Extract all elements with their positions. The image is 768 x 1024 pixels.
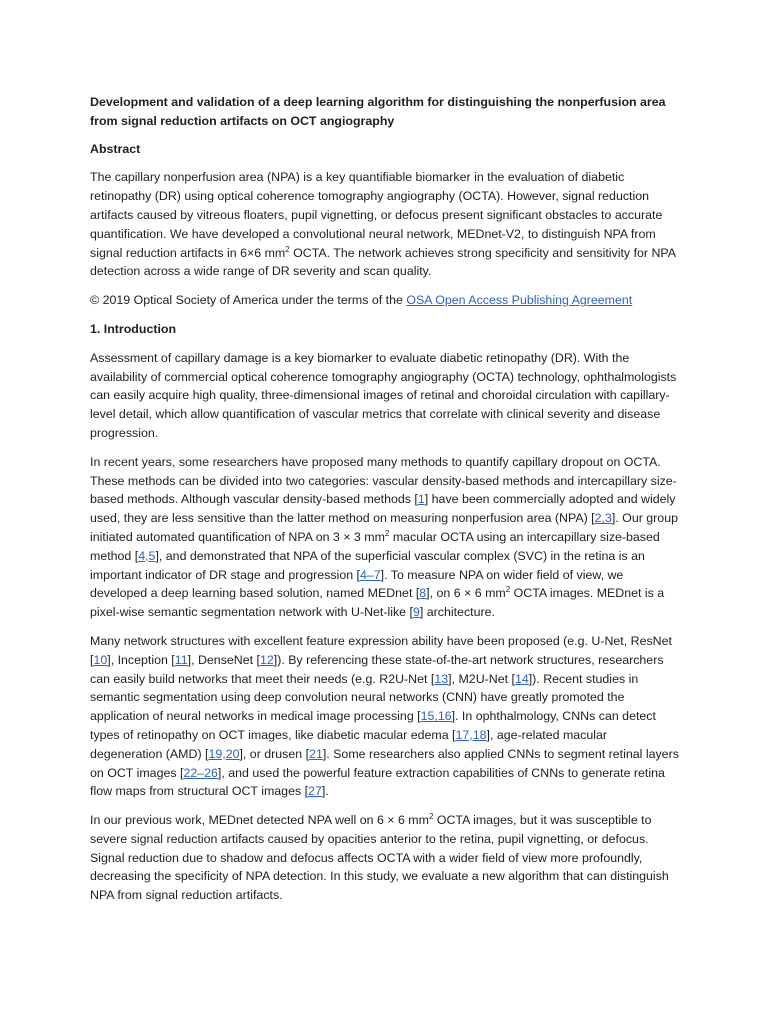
superscript: 2: [505, 585, 511, 595]
license-link[interactable]: OSA Open Access Publishing Agreement: [406, 293, 633, 308]
reference-link[interactable]: 2,3: [594, 511, 612, 526]
body-text: Many network structures with excellent feature expression ability have been proposed (e.g. U-Net, ResNet [: [90, 633, 672, 667]
reference-link[interactable]: 10: [93, 652, 108, 667]
abstract-text: OCTA. The network achieves strong specificity and sensitivity for NPA detection across a wide range of DR severity and scan quality.: [90, 245, 676, 279]
body-text: macular OCTA using an intercapillary size-based method [: [90, 529, 660, 563]
reference-link[interactable]: 21: [309, 746, 323, 761]
reference-link[interactable]: 12: [259, 652, 274, 667]
body-text: ], on 6 × 6 mm: [426, 586, 506, 601]
intro-paragraph-1: Assessment of capillary damage is a key biomarker to evaluate diabetic retinopathy (DR). With the availability of commercial optical coherence tomography angiography (OCTA) technology, ophthalmologists can easily acquire high quality, three-dimensional images of retinal and choroidal circulation with capillary-level detail, which allow quantification of vascular metrics that correlate with clinical severity and disease progression.: [90, 350, 677, 440]
body-text: ]. In ophthalmology, CNNs can detect types of retinopathy on OCT images, like diabetic macular edema [: [90, 709, 656, 742]
reference-link[interactable]: 11: [174, 652, 188, 667]
paper-title: Development and validation of a deep learning algorithm for distinguishing the nonperfusion area from signal reduction artifacts on OCT angiography: [90, 95, 666, 128]
body-text: ], M2U-Net [: [448, 671, 515, 686]
reference-link[interactable]: 9: [412, 605, 420, 620]
reference-link[interactable]: 19,20: [208, 746, 240, 761]
body-text: ], and used the powerful feature extraction capabilities of CNNs to generate retina flow maps from structural OCT images [: [90, 765, 665, 799]
body-text: In recent years, some researchers have proposed many methods to quantify capillary dropout on OCTA. These methods can be divided into two categories: vascular density-based methods and intercapillary size-based methods. Although vascular density-based methods [: [90, 454, 677, 507]
body-text: ], or drusen [: [239, 746, 310, 761]
copyright-text: © 2019 Optical Society of America under the terms of the: [90, 293, 407, 308]
reference-link[interactable]: 4–7: [359, 567, 381, 582]
copyright-notice: [90, 291, 680, 310]
reference-link[interactable]: 8: [419, 586, 427, 601]
body-text: ] have been commercially adopted and widely used, they are less sensitive than the latter method on measuring nonperfusion area (NPA) [: [90, 492, 676, 526]
reference-link[interactable]: 1: [417, 492, 425, 507]
reference-link[interactable]: 27: [308, 784, 322, 799]
body-text: ], DenseNet [: [187, 652, 260, 667]
superscript: 2: [428, 811, 434, 821]
reference-link[interactable]: 4,5: [138, 548, 156, 563]
body-text: ].: [321, 784, 329, 799]
body-text: ]. Some researchers also applied CNNs to segment retinal layers on OCT images [: [90, 746, 679, 780]
body-text: OCTA images, but it was susceptible to severe signal reduction artifacts caused by opacities anterior to the retina, pupil vignetting, or defocus. Signal reduction due to shadow and defocus affects OCTA with a wider field of view more profoundly, decreasing the specificity of NPA detection. In this study, we evaluate a new algorithm that can distinguish NPA from signal reduction artifacts.: [90, 813, 669, 903]
intro-paragraph-4: [90, 811, 680, 905]
superscript: 2: [384, 528, 390, 538]
abstract-heading: Abstract: [90, 141, 141, 156]
body-text: ]). Recent studies in semantic segmentation using deep convolution neural networks (CNN) have greatly promoted the application of neural networks in medical image processing [: [90, 671, 639, 724]
body-text: ] architecture.: [419, 605, 495, 620]
reference-link[interactable]: 13: [434, 671, 449, 686]
section-heading-introduction: 1. Introduction: [90, 321, 177, 336]
intro-paragraph-3: [90, 632, 680, 801]
body-text: ]. To measure NPA on wider field of view, we developed a deep learning based solution, named MEDnet [: [90, 567, 624, 601]
abstract-text: The capillary nonperfusion area (NPA) is a key quantifiable biomarker in the evaluation of diabetic retinopathy (DR) using optical coherence tomography angiography (OCTA). However, signal reduction artifacts caused by vitreous floaters, pupil vignetting, or defocus present significant obstacles to accurate quantification. We have developed a convolutional neural network, MEDnet-V2, to distinguish NPA from signal reduction artifacts in 6×6 mm: [90, 170, 663, 260]
reference-link[interactable]: 15,16: [420, 709, 452, 724]
reference-link[interactable]: 22–26: [183, 765, 218, 780]
body-text: ]. Our group initiated automated quantification of NPA on 3 × 3 mm: [90, 511, 678, 544]
body-text: ], age-related macular degeneration (AMD) [: [90, 727, 608, 761]
reference-link[interactable]: 14: [514, 671, 529, 686]
abstract-paragraph: [90, 168, 680, 281]
intro-paragraph-2: [90, 453, 680, 622]
body-text: ], and demonstrated that NPA of the superficial vascular complex (SVC) in the retina is an important indicator of DR stage and progression [: [90, 548, 645, 582]
reference-link[interactable]: 17,18: [455, 727, 487, 742]
body-text: OCTA images. MEDnet is a pixel-wise semantic segmentation network with U-Net-like [: [90, 586, 665, 620]
body-text: In our previous work, MEDnet detected NPA well on 6 × 6 mm: [90, 813, 429, 828]
superscript: 2: [285, 244, 290, 254]
body-text: ]). By referencing these state-of-the-art network structures, researchers can easily build networks that meet their needs (e.g. R2U-Net [: [90, 652, 664, 686]
body-text: ], Inception [: [107, 652, 175, 667]
